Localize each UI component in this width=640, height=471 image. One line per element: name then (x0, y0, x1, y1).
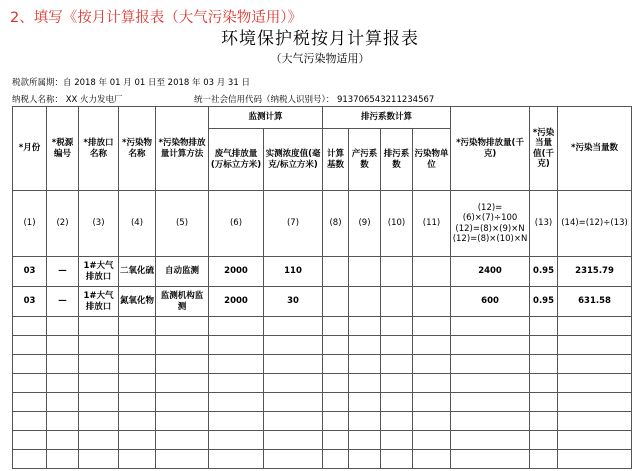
cell-empty (323, 287, 349, 317)
code-cell: (4) (119, 191, 156, 257)
code-cell: (7) (264, 191, 323, 257)
cell-month: 03 (13, 257, 47, 287)
cell-eq-value: 0.95 (530, 287, 558, 317)
cell-pollutant: 氮氧化物 (119, 287, 156, 317)
col-discharge-factor-header: 排污系数 (381, 129, 413, 191)
col-eq-value-header: *污染当量值(千克) (530, 107, 558, 191)
cell-method: 监测机构监测 (156, 287, 209, 317)
section-heading: 2、填写《按月计算报表（大气污染物适用）》 (10, 10, 302, 26)
tax-period: 税款所属期：自 2018 年 01 月 01 日至 2018 年 03 月 31 日 (12, 78, 250, 88)
table-row (13, 287, 632, 317)
formula-line: (12)=(8)×(9)×N (455, 223, 525, 234)
empty-row (13, 374, 632, 393)
cell-source-no: — (47, 287, 79, 317)
code-cell: (11) (413, 191, 451, 257)
cell-outlet: 1#大气排放口 (79, 257, 119, 287)
col-method-header: *污染物排放量计算方法 (156, 107, 209, 191)
code-cell (558, 191, 632, 257)
formula-line: (14)=(12)÷(13) (561, 218, 628, 229)
code-cell: (5) (156, 191, 209, 257)
col-source-no-header: *税源编号 (47, 107, 79, 191)
empty-row (13, 336, 632, 355)
credit-code: 统一社会信用代码（纳税人识别号）： 913706543211234567 (194, 95, 435, 105)
cell-empty (413, 287, 451, 317)
cell-empty (413, 257, 451, 287)
table-row (13, 257, 632, 287)
col-pollutant-header: *污染物名称 (119, 107, 156, 191)
col-volume-header: 废气排放量(万标立方米) (209, 129, 264, 191)
empty-row (13, 450, 632, 469)
col-month-header: *月份 (13, 107, 47, 191)
code-cell: (10) (381, 191, 413, 257)
report-subtitle: （大气污染物适用） (270, 52, 370, 65)
header-row-1 (13, 107, 632, 129)
monitoring-group-header: 监测计算 (209, 107, 323, 129)
taxpayer-name: 纳税人名称： XX 火力发电厂 (12, 95, 123, 105)
code-cell: (6) (209, 191, 264, 257)
cell-method: 自动监测 (156, 257, 209, 287)
col-amount-header: *污染物排放量(千克) (451, 107, 530, 191)
formula-cell (451, 191, 530, 257)
report-table (12, 106, 632, 469)
cell-month: 03 (13, 287, 47, 317)
cell-concentration: 30 (264, 287, 323, 317)
formula-line: (12)=(6)×(7)÷100 (462, 203, 518, 224)
code-cell: (8) (323, 191, 349, 257)
cell-amount: 2400 (451, 257, 530, 287)
code-cell: (9) (349, 191, 381, 257)
cell-eq-count: 631.58 (558, 287, 632, 317)
code-cell: (1) (13, 191, 47, 257)
cell-volume: 2000 (209, 257, 264, 287)
cell-eq-count: 2315.79 (558, 257, 632, 287)
empty-row (13, 393, 632, 412)
empty-row (13, 355, 632, 374)
code-cell: (13) (530, 191, 558, 257)
col-unit-header: 污染物单位 (413, 129, 451, 191)
col-production-factor-header: 产污系数 (349, 129, 381, 191)
empty-row (13, 431, 632, 450)
cell-concentration: 110 (264, 257, 323, 287)
cell-pollutant: 二氧化硫 (119, 257, 156, 287)
col-outlet-header: *排放口名称 (79, 107, 119, 191)
empty-row (13, 317, 632, 336)
cell-amount: 600 (451, 287, 530, 317)
col-eq-count-header: *污染当量数 (558, 107, 632, 191)
cell-volume: 2000 (209, 287, 264, 317)
factor-group-header: 排污系数计算 (323, 107, 451, 129)
cell-empty (349, 287, 381, 317)
col-base-header: 计算基数 (323, 129, 349, 191)
code-row (13, 191, 632, 257)
formula-line: (12)=(8)×(10)×N (452, 233, 528, 244)
empty-row (13, 412, 632, 431)
code-cell: (3) (79, 191, 119, 257)
col-concentration-header: 实测浓度值(毫克/标立方米) (264, 129, 323, 191)
cell-empty (381, 257, 413, 287)
cell-eq-value: 0.95 (530, 257, 558, 287)
cell-source-no: — (47, 257, 79, 287)
cell-empty (323, 257, 349, 287)
report-title: 环境保护税按月计算报表 (221, 29, 419, 49)
cell-empty (349, 257, 381, 287)
code-cell: (2) (47, 191, 79, 257)
cell-empty (381, 287, 413, 317)
cell-outlet: 1#大气排放口 (79, 287, 119, 317)
